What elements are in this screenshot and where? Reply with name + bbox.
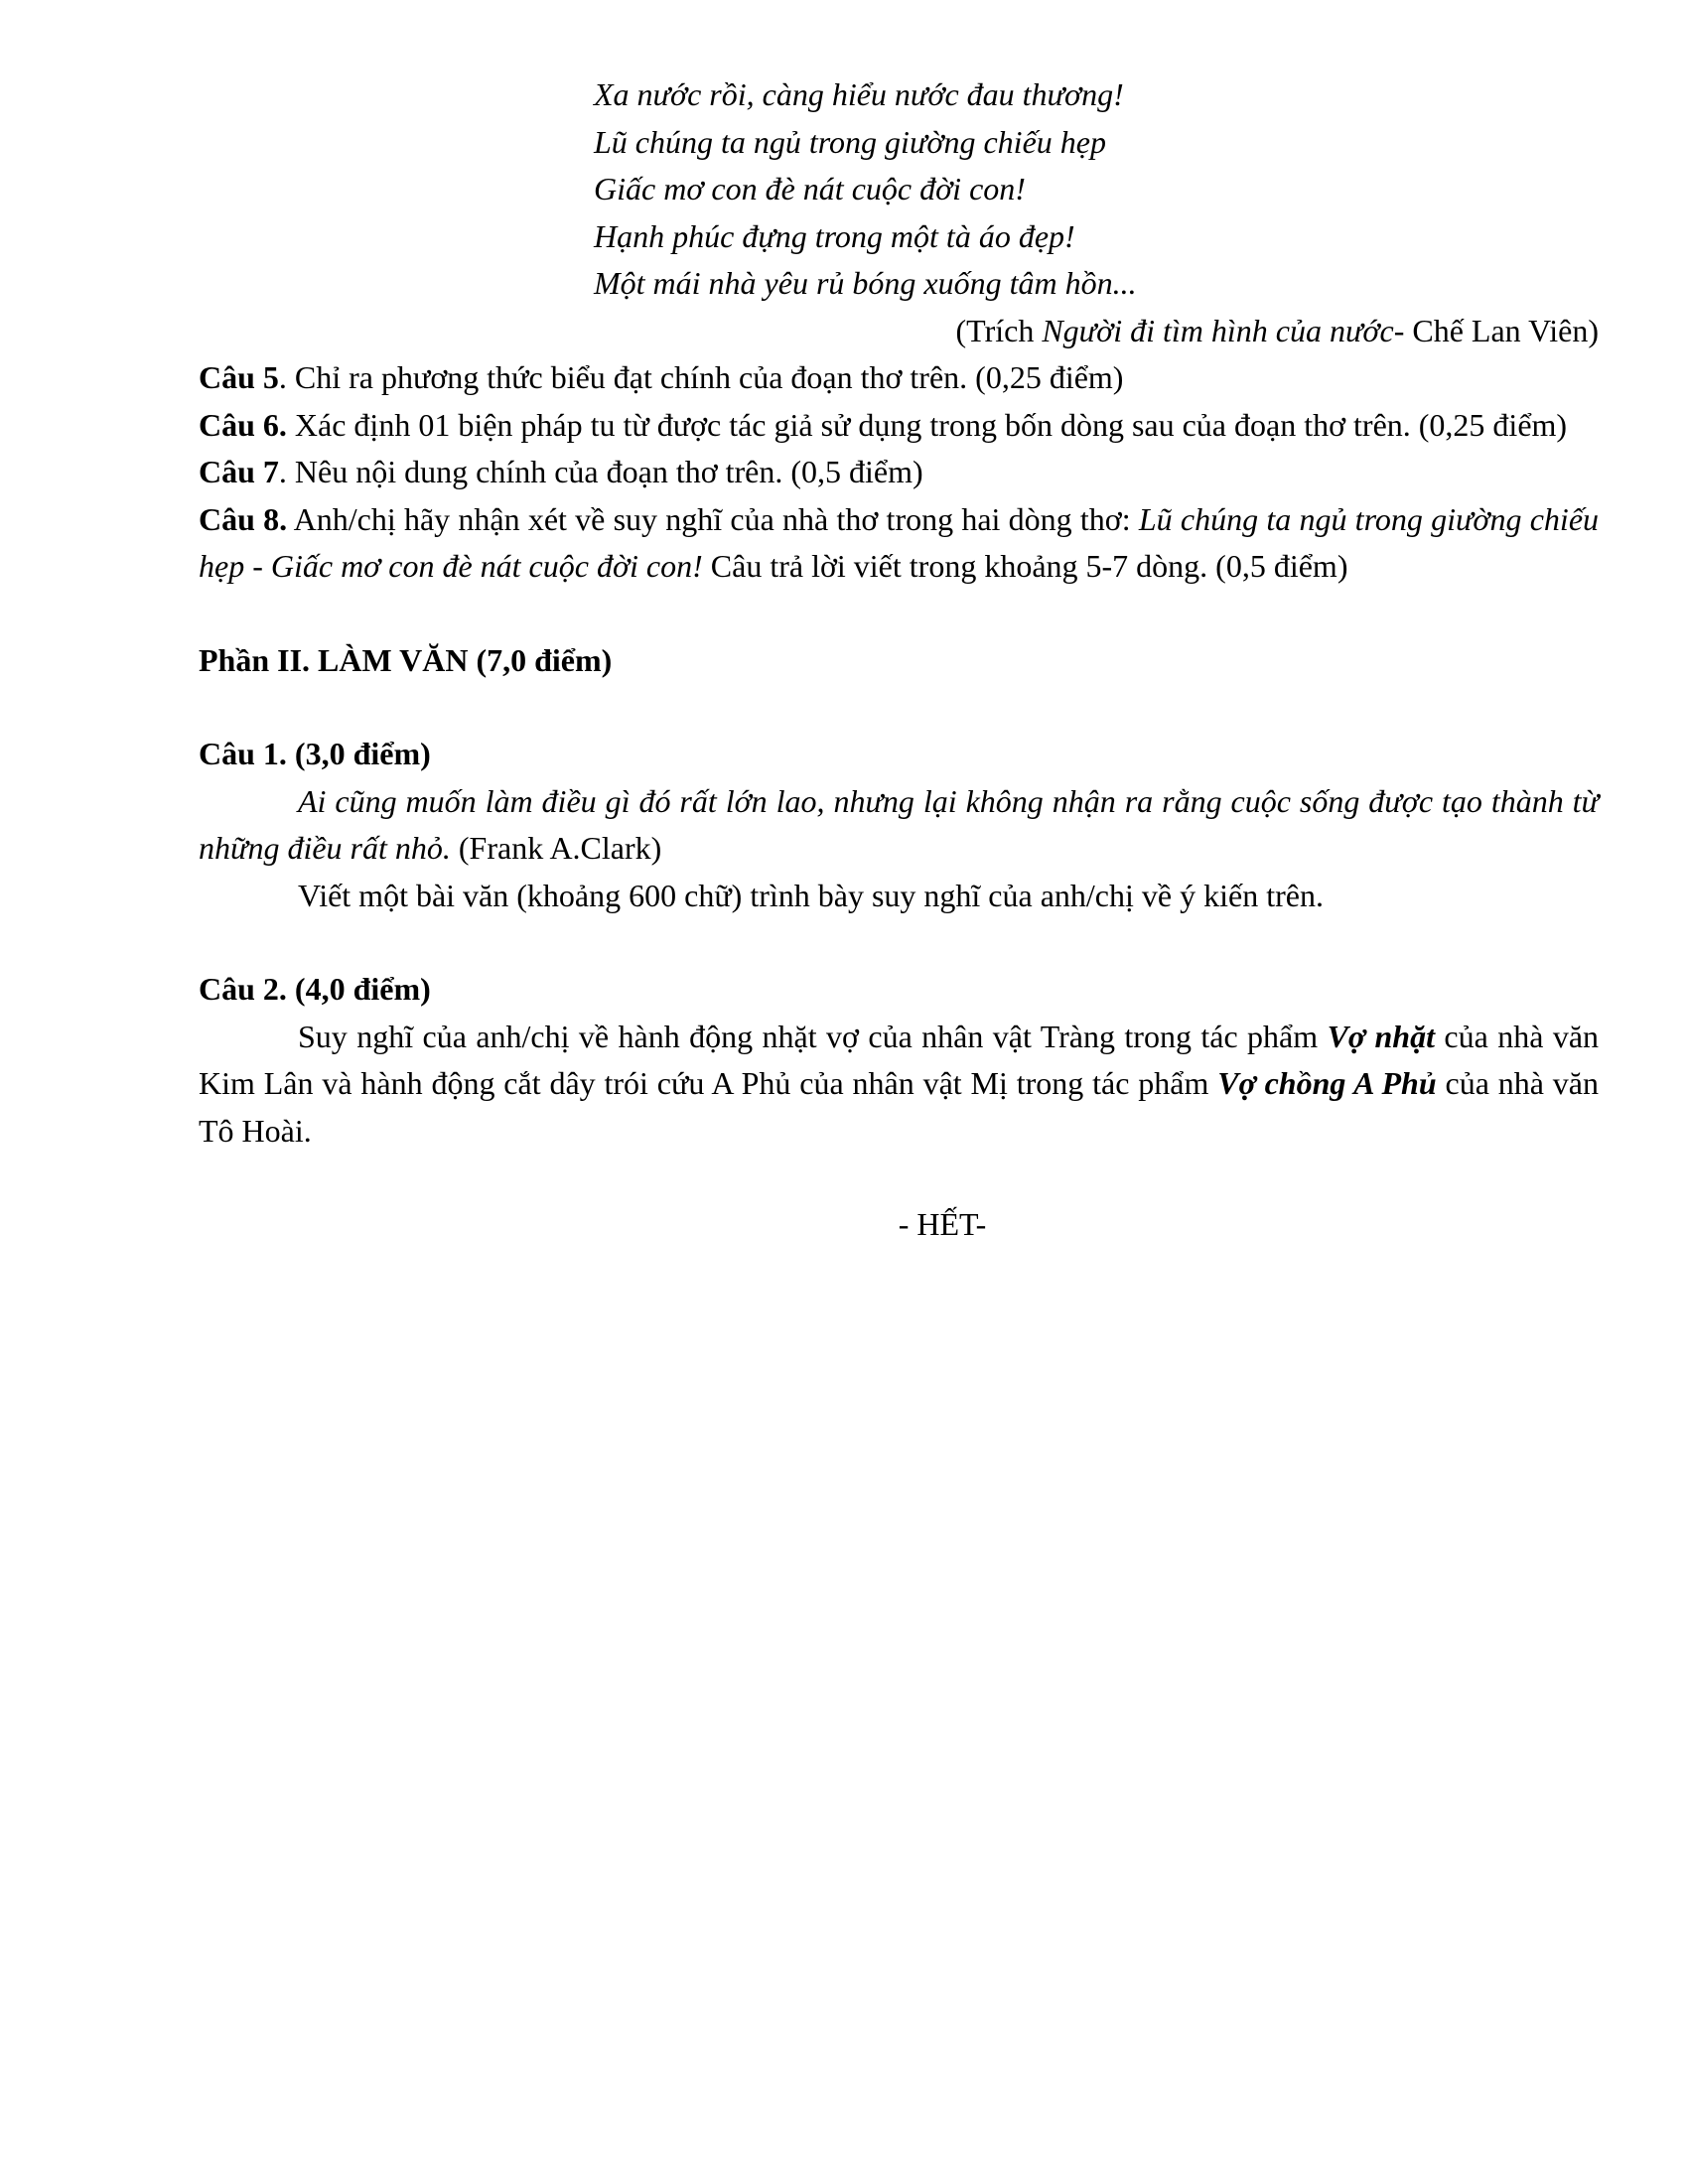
spacer [199,1155,1599,1201]
essay-2-text-3: của nhà văn Tô Hoài. [199,1065,1600,1149]
question-8-text-before: Anh/chị hãy nhận xét về suy nghĩ của nhà thơ trong hai dòng thơ: [287,500,1139,537]
spacer [199,684,1599,731]
question-5-label: Câu 5 [199,359,279,395]
essay-question-2-heading: Câu 2. (4,0 điểm) [199,971,431,1007]
poem-line-4: Hạnh phúc đựng trong một tà áo đẹp! [594,217,1075,254]
question-5 [199,354,1599,402]
poem-citation [199,308,1599,355]
poem-excerpt [199,71,1599,308]
question-8 [199,496,1599,591]
question-7-text: . Nêu nội dung chính của đoạn thơ trên. (0,5 điểm) [278,454,923,489]
essay-quote-author: (Frank A.Clark) [450,830,662,866]
poem-line-1: Xa nước rồi, càng hiểu nước đau thương! [594,76,1124,112]
essay-question-1-heading: Câu 1. (3,0 điểm) [199,736,431,771]
citation-title: Người đi tìm hình của nước [1042,312,1394,348]
end-mark: - HẾT- [898,1206,987,1242]
work-title-vo-chong-a-phu: Vợ chồng A Phủ [1217,1065,1437,1101]
spacer [199,591,1599,637]
essay-question-1-quote [199,778,1599,873]
question-7-label: Câu 7 [199,454,279,489]
question-7 [199,449,1599,496]
poem-line-5: Một mái nhà yêu rủ bóng xuống tâm hồn... [594,265,1137,301]
essay-2-text-1: Suy nghĩ của anh/chị về hành động nhặt vợ của nhân vật Tràng trong tác phẩm [298,1018,1328,1054]
spacer [199,919,1599,966]
question-6-label: Câu 6. [199,406,287,443]
essay-question-2-text [199,1014,1599,1156]
question-8-quote: Lũ chúng ta ngủ trong giường chiếu hẹp - Giấc mơ con đè nát cuộc đời con! [199,500,1600,584]
essay-question-1-task: Viết một bài văn (khoảng 600 chữ) trình bày suy nghĩ của anh/chị về ý kiến trên. [298,877,1324,913]
poem-line-3: Giấc mơ con đè nát cuộc đời con! [594,171,1026,206]
question-6-text: Xác định 01 biện pháp tu từ được tác giả sử dụng trong bốn dòng sau của đoạn thơ trên. (0,25 điểm) [286,406,1568,443]
question-8-label: Câu 8. [199,500,288,537]
poem-line-2: Lũ chúng ta ngủ trong giường chiếu hẹp [594,123,1106,160]
work-title-vo-nhat: Vợ nhặt [1327,1018,1435,1054]
essay-quote-text: Ai cũng muốn làm điều gì đó rất lớn lao, nhưng lại không nhận ra rằng cuộc sống được tạo thành từ những điều rất nhỏ. [199,782,1599,866]
question-8-text-after: Câu trả lời viết trong khoảng 5-7 dòng. (0,5 điểm) [702,548,1348,584]
question-5-text: . Chỉ ra phương thức biểu đạt chính của đoạn thơ trên. (0,25 điểm) [278,359,1124,395]
essay-2-text-2: của nhà văn Kim Lân và hành động cắt dây trói cứu A Phủ của nhân vật Mị trong tác phẩm [199,1018,1600,1101]
question-6 [199,402,1599,450]
document-page [199,71,1599,1281]
citation-prefix: (Trích [955,312,1043,348]
citation-suffix: - Chế Lan Viên) [1393,312,1599,348]
part-2-title: Phần II. LÀM VĂN (7,0 điểm) [199,641,613,678]
